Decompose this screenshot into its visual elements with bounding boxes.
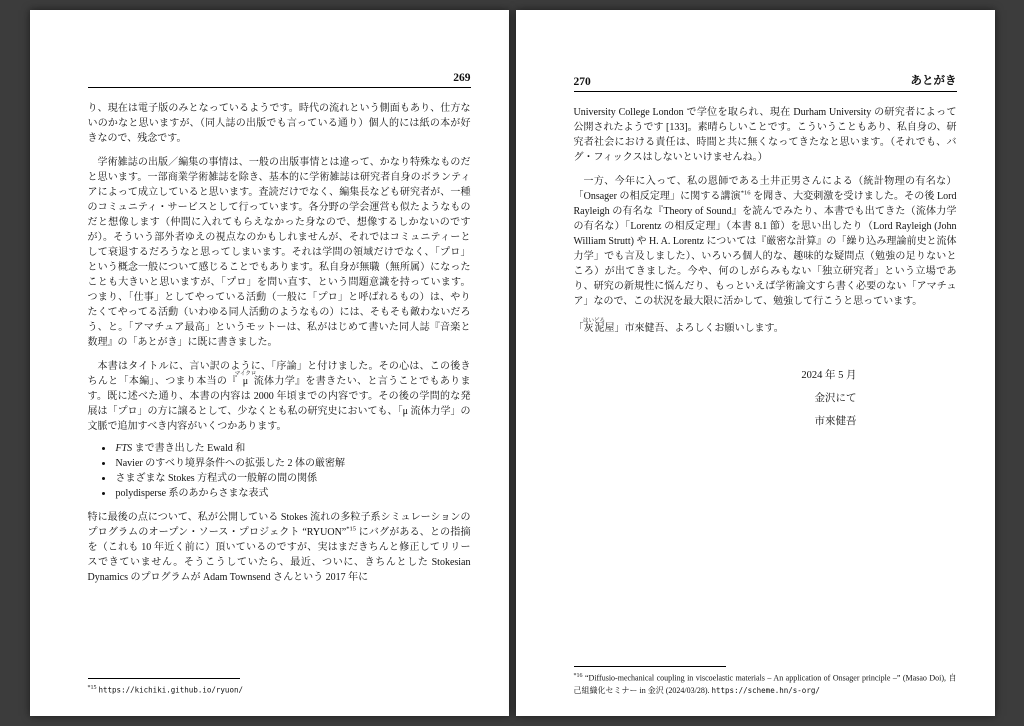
chapter-title: あとがき — [910, 75, 957, 87]
signature-place: 金沢にて — [814, 393, 857, 404]
footnote-link[interactable]: https://scheme.hn/s-org/ — [711, 685, 820, 695]
paragraph-text: 流体力学』を書きたい、と言うことでもあります。既に述べた通り、本書の内容は 2000 年頃までの内容です。その後の学問的な発展は「プロ」の方に譲るとして、少なくとも私の研究史においても、「μ 流体力学」の文脈で追加すべき内容がいくつかあります。 — [87, 376, 471, 432]
page-right-body — [574, 105, 957, 433]
page-left-body — [88, 101, 471, 585]
paragraph-text: 特に最後の点について、私が公開している Stokes 流れの多粒子系シミュレーションのプログラムのオープン・ソース・プロジェクト “RYUON” — [87, 512, 471, 538]
paragraph-text: 「 — [573, 323, 584, 334]
ruby-base: μ — [234, 376, 257, 387]
ruby-base: 灰泥 — [583, 323, 606, 334]
page-left-content — [30, 10, 509, 695]
list-item-text: polydisperse 系のあからさまな表式 — [115, 488, 269, 499]
paragraph — [88, 510, 471, 585]
paragraph-text: を聞き、大変刺激を受けました。その後 Lord Rayleigh の有名な『Theory of Sound』を読んでみたり、本書でも出てきた（流体力学の有名な）「Lorentz の相反定理」（本書 8.1 節）を思い出したり（Lord Rayleigh (John William Strutt) や H. A. Lorentz については『厳密な計算』の「繰り込み理論前史と流体力学」でも言及しました）、いろいろ個人的な、趣味的な疑問点（勉強の足りないところ）が出てきました。今や、何のしがらみもない「独立研究者」という立場であり、研究の新規性に悩んだり、もっといえば学術論文すら書く必要のない「アマチュア」なので、この状況を最大限に活かして、勉強して行こうと思っています。 — [573, 191, 957, 307]
footnote-rule — [574, 666, 726, 667]
page-left-header — [88, 72, 471, 88]
paragraph-text: にバグがある、との指摘を（これも 10 年近く前に）頂いているのですが、実はまだきちんと修正してリリースできていません。そうこうしていたら、最近、ついに、きちんとした Stokesian Dynamics のプログラムが Adam Townsend さんという 2017 年に — [87, 527, 471, 583]
footnote-marker: *15 — [87, 684, 97, 691]
paragraph: り、現在は電子版のみとなっているようです。時代の流れという側面もあり、仕方ないのかなと思いますが、（同人誌の出版でも言っている通り）個人的には紙の本が好きなので、残念です。 — [87, 103, 471, 144]
signature-date: 2024 年 5 月 — [801, 370, 857, 381]
footnote — [574, 666, 957, 696]
page-right — [516, 10, 995, 716]
list-item — [114, 471, 471, 486]
page-left — [30, 10, 509, 716]
ruby-text: はいどろ — [583, 318, 606, 324]
ruby-annotation — [234, 371, 257, 387]
list-item-emphasis: FTS — [115, 443, 133, 454]
list-item-text: Navier のすべり境界条件への拡張した 2 体の厳密解 — [115, 458, 346, 469]
ruby-text: マイクロ — [234, 371, 257, 377]
paragraph-text: 本書はタイトルに、言い訳のように、「序論」と付けました。その心は、この後きちんと「本編」、つまり本当の『 — [87, 361, 471, 387]
page-number: 270 — [573, 76, 591, 88]
paragraph-text: 一方、今年に入って、私の恩師である土井正男さんによる（統計物理の有名な）「Onsager の相反定理」に関する講演 — [573, 176, 957, 202]
paragraph — [574, 174, 957, 309]
footnote — [88, 678, 471, 696]
paragraph-text: 屋」市來健吾、よろしくお願いします。 — [604, 323, 784, 334]
page-right-header — [574, 72, 957, 92]
footnote-marker-sup: *16 — [740, 189, 751, 197]
page-right-content — [516, 10, 995, 695]
footnote-marker: *16 — [573, 673, 583, 680]
list-item — [114, 486, 471, 501]
list-item — [114, 456, 471, 471]
list-item — [114, 441, 471, 456]
list-item-text: さまざまな Stokes 方程式の一般解の間の関係 — [115, 473, 318, 484]
paragraph — [574, 318, 957, 336]
bullet-list — [114, 441, 471, 501]
list-item-text: まで書き出した Ewald 和 — [132, 443, 246, 454]
footnote-rule — [88, 678, 240, 679]
footnote-text: “Diffusio-mechanical coupling in viscoelastic materials – An application of Onsager principle –” (Masao Doi), 自己組織化セミナー in 金沢 (2024/03/28). — [573, 674, 957, 695]
footnote-marker-sup: *15 — [346, 525, 356, 533]
signature-block — [574, 364, 957, 433]
page-number: 269 — [453, 72, 471, 84]
signature-name: 市來健吾 — [814, 416, 857, 427]
ruby-annotation — [583, 318, 606, 334]
paragraph: 学術雑誌の出版／編集の事情は、一般の出版事情とは違って、かなり特殊なものだと思います。一部商業学術雑誌を除き、基本的に学術雑誌は研究者自身のボランティアによって成立していると思います。査読だけでなく、編集長なども研究者が、一種のコミュニティ・サービスとして行っています。各分野の学会運営も似たようなものだと想像します（仲間に入れてもらえなかった身なので、想像するしかないのですが）。そういう部外者ゆえの視点なのかもしれませんが、それではコミュニティーとして衰退するだろうなと思ってしまいます。それは学問の領域だけでなく、「プロ」という概念一般について感じることでもあります。私自身が無職（無所属）になったことも大きいと思いますが、「プロ」を問い直す、という問題意識を持っています。つまり、「仕事」としてやっている活動（一般に「プロ」と呼ばれるもの）は、やりたくてやってる活動（いわゆる同人活動のようなもの）には、そもそも敵わないだろう、と。「アマチュア最高」というモットーは、私がはじめて書いた同人誌『音楽と数理』の「あとがき」に既に書きました。 — [87, 157, 471, 348]
footnote-link[interactable]: https://kichiki.github.io/ryuon/ — [98, 685, 243, 695]
paragraph — [88, 359, 471, 434]
paragraph: University College London で学位を取られ、現在 Durham University の研究者によって公開されたようです [133]。素晴らしいことです。こういうこともあり、私自身の、研究者社会における責任は、時間と共に無くなってきたなと思います。（それでも、バグ・フィックスはしないといけませんね。） — [573, 107, 957, 163]
